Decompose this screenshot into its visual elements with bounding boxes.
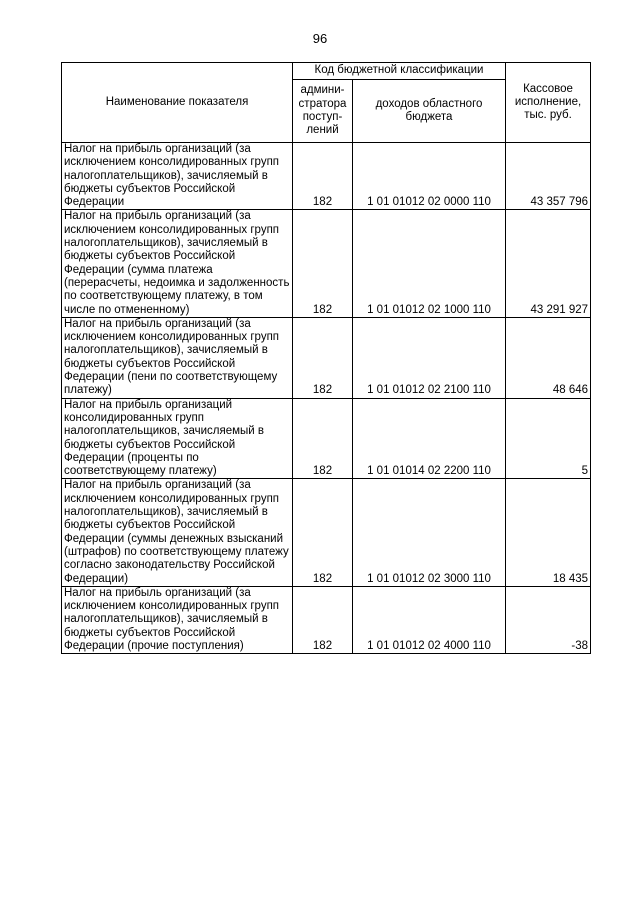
table-row	[62, 317, 591, 398]
table-row	[62, 398, 591, 479]
row-income-code: 1 01 01012 02 3000 110	[353, 479, 506, 586]
row-income-code: 1 01 01012 02 0000 110	[353, 143, 506, 210]
row-admin-code: 182	[293, 398, 353, 479]
row-admin-code: 182	[293, 210, 353, 317]
header-name: Наименование показателя	[62, 63, 293, 143]
table-row	[62, 143, 591, 210]
row-name: Налог на прибыль организаций консолидированных групп налогоплательщиков, зачисляемый в бюджеты субъектов Российской Федерации (проценты по соответствующему платежу)	[62, 398, 293, 479]
table-row	[62, 586, 591, 653]
row-name: Налог на прибыль организаций (за исключением консолидированных групп налогоплательщиков), зачисляемый в бюджеты субъектов Российской Федерации	[62, 143, 293, 210]
row-amount: 48 646	[506, 317, 591, 398]
row-amount: 5	[506, 398, 591, 479]
row-name: Налог на прибыль организаций (за исключением консолидированных групп налогоплательщиков), зачисляемый в бюджеты субъектов Российской Федерации (пени по соответствующему платежу)	[62, 317, 293, 398]
row-amount: 43 291 927	[506, 210, 591, 317]
header-cash-execution: Кассовое исполнение, тыс. руб.	[506, 63, 591, 143]
row-admin-code: 182	[293, 317, 353, 398]
table-row	[62, 479, 591, 586]
header-classification-code: Код бюджетной классификации	[293, 63, 506, 80]
row-income-code: 1 01 01012 02 2100 110	[353, 317, 506, 398]
row-amount: 18 435	[506, 479, 591, 586]
table-row	[62, 210, 591, 317]
header-administrator: админи-стратора поступ-лений	[293, 80, 353, 143]
budget-table	[61, 62, 591, 654]
row-admin-code: 182	[293, 586, 353, 653]
header-income-code: доходов областного бюджета	[353, 80, 506, 143]
row-income-code: 1 01 01012 02 4000 110	[353, 586, 506, 653]
row-admin-code: 182	[293, 479, 353, 586]
row-name: Налог на прибыль организаций (за исключением консолидированных групп налогоплательщиков), зачисляемый в бюджеты субъектов Российской Федерации (сумма платежа (перерасчеты, недоимка и задолженность по соответствующему платежу, в том числе по отмененному)	[62, 210, 293, 317]
row-admin-code: 182	[293, 143, 353, 210]
row-amount: 43 357 796	[506, 143, 591, 210]
row-amount: -38	[506, 586, 591, 653]
row-name: Налог на прибыль организаций (за исключением консолидированных групп налогоплательщиков), зачисляемый в бюджеты субъектов Российской Федерации (прочие поступления)	[62, 586, 293, 653]
row-income-code: 1 01 01012 02 1000 110	[353, 210, 506, 317]
page-number: 96	[312, 31, 328, 46]
row-income-code: 1 01 01014 02 2200 110	[353, 398, 506, 479]
row-name: Налог на прибыль организаций (за исключением консолидированных групп налогоплательщиков), зачисляемый в бюджеты субъектов Российской Федерации (суммы денежных взысканий (штрафов) по соответствующему платежу согласно законодательству Российской Федерации)	[62, 479, 293, 586]
